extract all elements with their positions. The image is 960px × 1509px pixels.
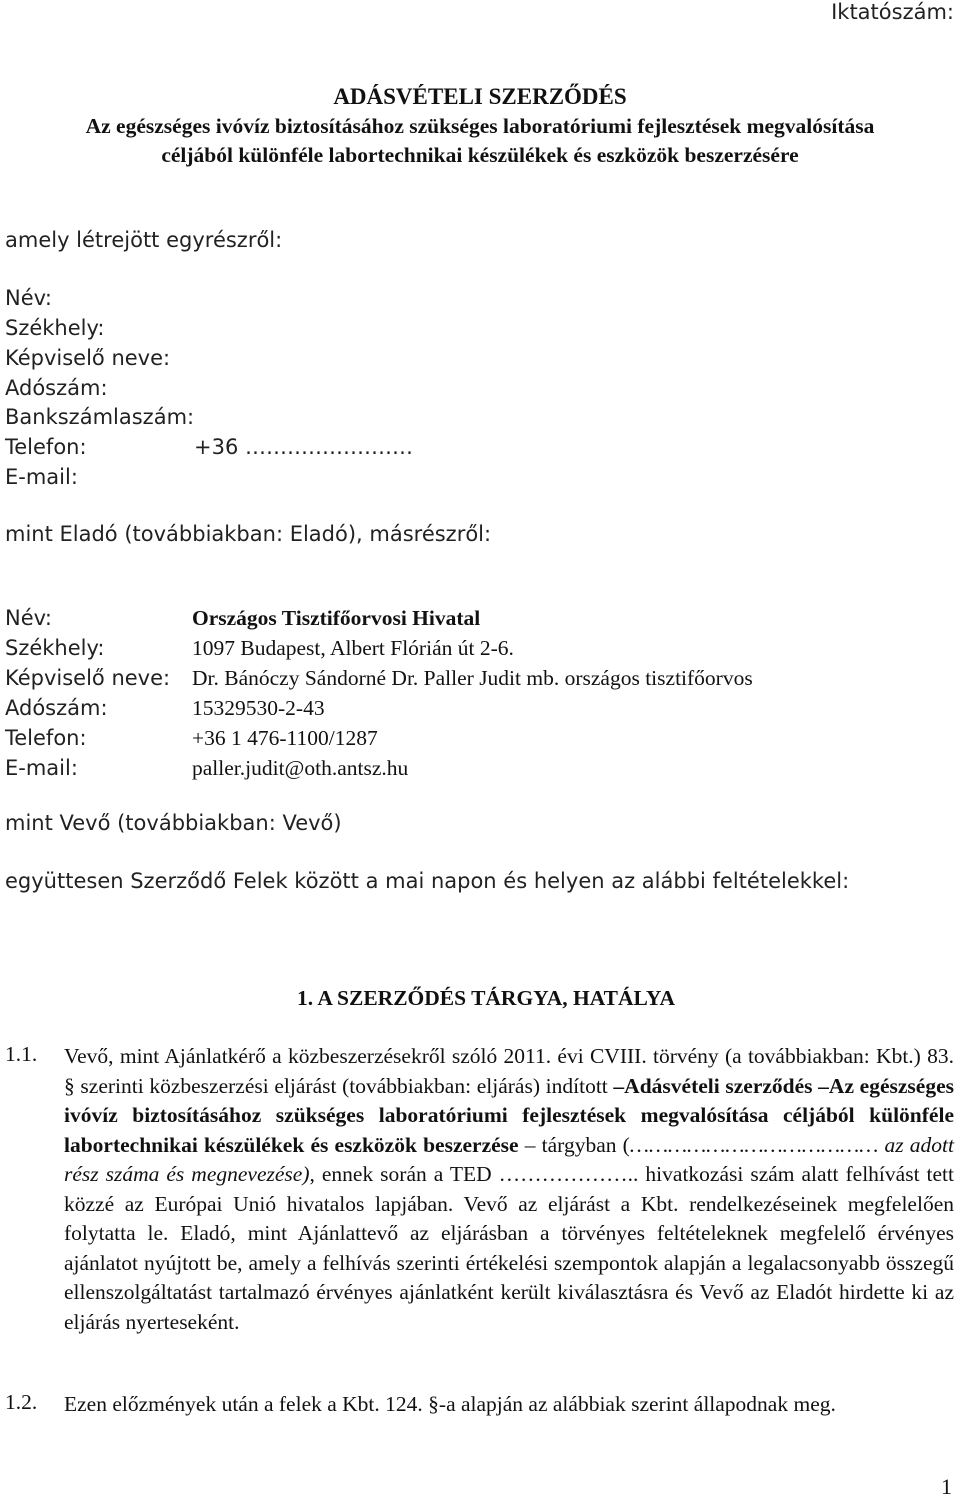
paragraph-1-1-number: 1.1. [5, 1042, 38, 1066]
page-number: 1 [941, 1474, 952, 1499]
seller-bank-account-label: Bankszámlaszám: [5, 405, 195, 429]
seller-representative-label: Képviselő neve: [5, 346, 171, 370]
seller-phone-label: Telefon: [5, 435, 87, 459]
paragraph-1-1-subject-bold: –Adásvételi szerződés –Az egészséges ivóvíz biztosításához szükséges laboratóriumi fejlesztések megvalósítása céljából különféle labortechnikai készülékek és eszközök beszerzése [64, 1073, 954, 1157]
paragraph-1-2-number: 1.2. [5, 1390, 38, 1414]
buyer-email-value: paller.judit@oth.antsz.hu [192, 756, 409, 780]
buyer-tax-number-label: Adószám: [5, 696, 108, 720]
paragraph-1-1-text-c: , ennek során a TED ……………….. hivatkozási szám alatt felhívást tett közzé az Európai Unió hivatalos lapjában. Vevő az eljárást a Kbt. rendelkezéseinek megfelelően folytatta le. Eladó, mint Ajánlattevő az eljárásban a törvényes feltételeknek megfelelő érvényes ajánlatot nyújtott be, amely a felhívás szerinti értékelési szempontok alapján a legalacsonyabb összegű ellenszolgáltatást tartalmazó érvényes ajánlatként került kiválasztásra és Vevő az Eladót hirdette ki az eljárás nyerteseként. [64, 1162, 954, 1334]
paragraph-1-1 [64, 1042, 954, 1337]
buyer-name-label: Név: [5, 606, 52, 630]
buyer-role-line: mint Vevő (továbbiakban: Vevő) [5, 811, 342, 835]
buyer-phone-value: +36 1 476-1100/1287 [192, 726, 378, 750]
seller-address-label: Székhely: [5, 316, 105, 340]
section-1-heading: 1. A SZERZŐDÉS TÁRGYA, HATÁLYA [297, 986, 675, 1010]
buyer-address-label: Székhely: [5, 636, 105, 660]
buyer-representative-label: Képviselő neve: [5, 666, 171, 690]
buyer-email-label: E-mail: [5, 756, 78, 780]
document-subtitle-line-1: Az egészséges ivóvíz biztosításához szükséges laboratóriumi fejlesztések megvalósítása [85, 114, 875, 138]
paragraph-1-1-part-italic: ………………………………… az adott rész száma és megnevezése) [64, 1132, 954, 1186]
seller-name-label: Név: [5, 286, 52, 310]
filing-number-label: Iktatószám: [831, 0, 954, 24]
buyer-representative-value: Dr. Bánóczy Sándorné Dr. Paller Judit mb. országos tisztifőorvos [192, 666, 753, 690]
document-subtitle-line-2: céljából különféle labortechnikai készülékek és eszközök beszerzésére [161, 143, 799, 167]
paragraph-1-1-text-a: Vevő, mint Ajánlatkérő a közbeszerzésekről szóló 2011. évi CVIII. törvény (a továbbiakban: Kbt.) 83. § szerinti közbeszerzési eljárást (továbbiakban: eljárás) indított [64, 1044, 954, 1098]
buyer-tax-number-value: 15329530-2-43 [192, 696, 325, 720]
seller-email-label: E-mail: [5, 465, 78, 489]
seller-role-line: mint Eladó (továbbiakban: Eladó), másrészről: [5, 522, 492, 546]
buyer-phone-label: Telefon: [5, 726, 87, 750]
seller-phone-value: +36 …………………… [194, 435, 413, 459]
buyer-address-value: 1097 Budapest, Albert Flórián út 2-6. [192, 636, 514, 660]
document-title: ADÁSVÉTELI SZERZŐDÉS [333, 84, 627, 109]
paragraph-1-1-text-b: – tárgyban ( [518, 1132, 630, 1157]
buyer-name-value: Országos Tisztifőorvosi Hivatal [192, 606, 481, 630]
paragraph-1-2: Ezen előzmények után a felek a Kbt. 124. §-a alapján az alábbiak szerint állapodnak meg. [64, 1392, 836, 1416]
together-line: együttesen Szerződő Felek között a mai napon és helyen az alábbi feltételekkel: [5, 869, 850, 893]
intro-line: amely létrejött egyrészről: [5, 228, 283, 252]
seller-tax-number-label: Adószám: [5, 376, 108, 400]
